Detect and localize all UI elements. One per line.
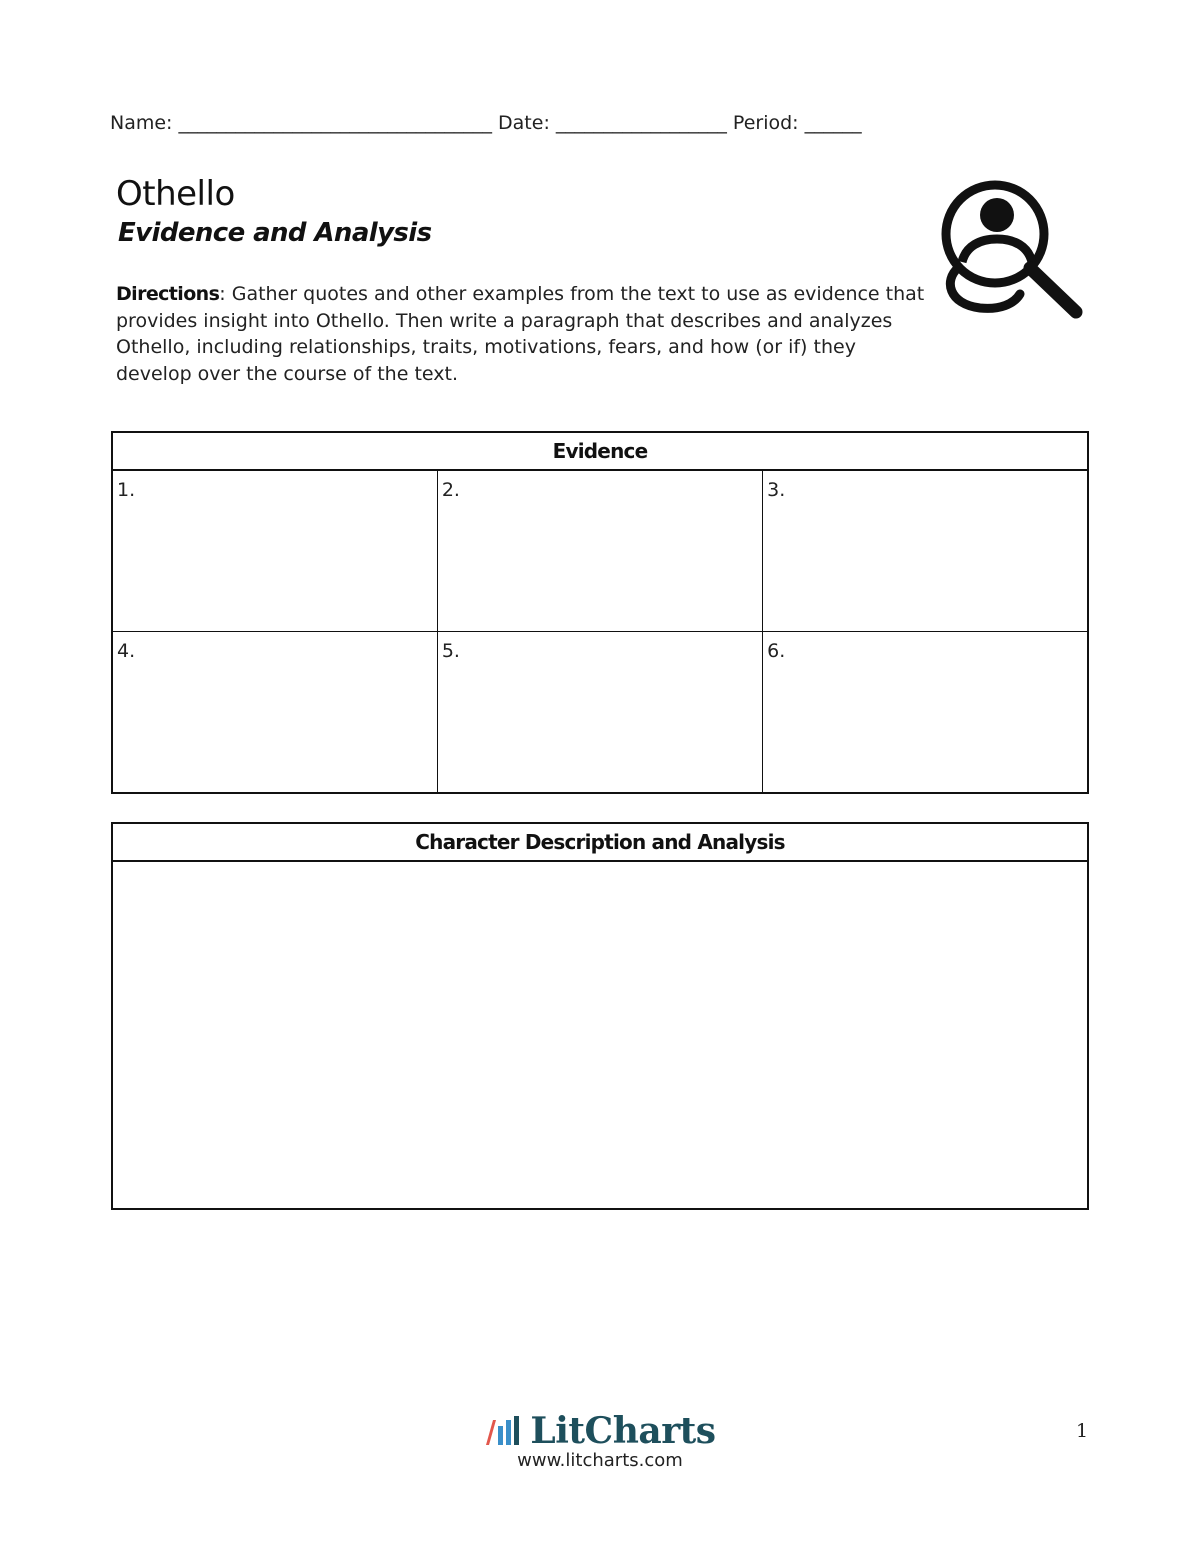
analysis-writing-area[interactable]: [112, 861, 1088, 1209]
page-subtitle: Evidence and Analysis: [118, 218, 432, 248]
footer-url[interactable]: www.litcharts.com: [517, 1450, 683, 1471]
logo-text: LitCharts: [530, 1410, 716, 1452]
litcharts-bars-icon: [484, 1416, 524, 1446]
magnifying-glass-person-icon: [940, 176, 1086, 322]
student-info-line: Name: _________________________________ Date: __________________ Period: ______: [110, 112, 862, 134]
litcharts-logo[interactable]: [0, 1410, 1200, 1452]
evidence-cell-5[interactable]: 5.: [437, 632, 762, 794]
evidence-table: [111, 431, 1089, 794]
directions: [116, 281, 926, 387]
evidence-cell-1[interactable]: 1.: [112, 470, 437, 632]
page-title: Othello: [116, 174, 235, 214]
evidence-cell-4[interactable]: 4.: [112, 632, 437, 794]
analysis-table: [111, 822, 1089, 1210]
evidence-cell-2[interactable]: 2.: [437, 470, 762, 632]
directions-label: Directions: [116, 283, 220, 305]
evidence-cell-3[interactable]: 3.: [763, 470, 1088, 632]
directions-text: : Gather quotes and other examples from the text to use as evidence that provides insight into Othello. Then write a paragraph that describes and analyzes Othello, including relationships, traits, motivations, fears, and how (or if) they develop over the course of the text.: [116, 283, 925, 385]
evidence-cell-6[interactable]: 6.: [763, 632, 1088, 794]
evidence-header: Evidence: [112, 432, 1088, 470]
analysis-header: Character Description and Analysis: [112, 823, 1088, 861]
page-number: 1: [1076, 1420, 1089, 1442]
